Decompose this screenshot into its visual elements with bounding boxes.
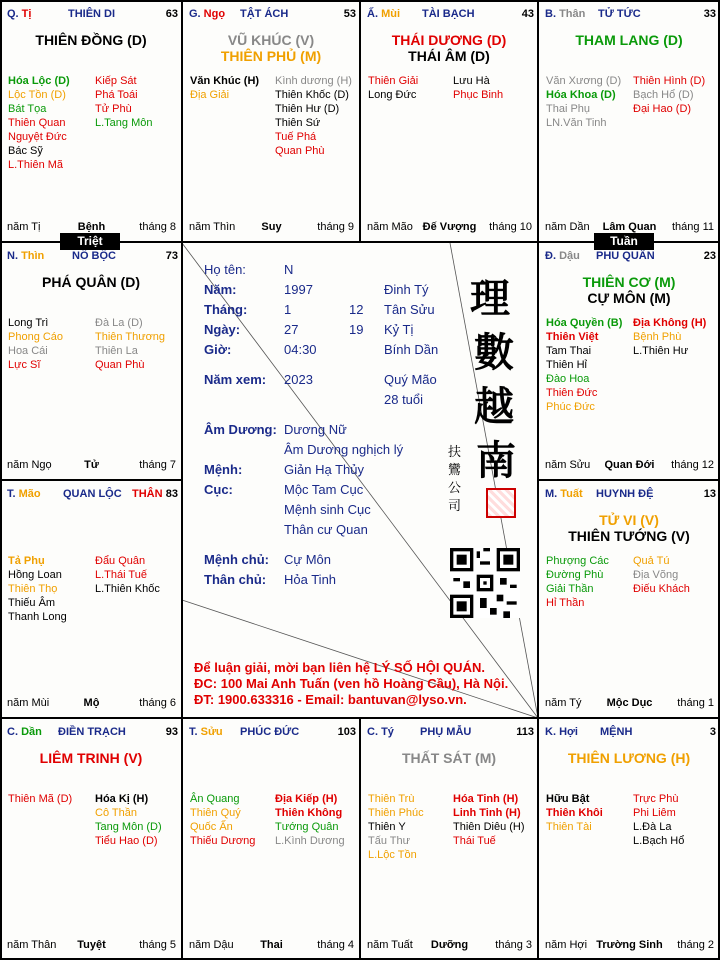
year-label: năm Mão <box>367 221 413 233</box>
tuan-tag: Tuần <box>594 233 654 250</box>
life-phase: Quan Đới <box>604 459 655 471</box>
palace-footer <box>367 221 532 235</box>
view-year-can: Quý Mão <box>384 372 437 387</box>
cuc-note-2: Thân cư Quan <box>284 522 368 537</box>
branch-stem: B. <box>545 8 560 20</box>
cuc-label: Cục: <box>204 482 233 497</box>
branch-name: Dậu <box>559 250 580 262</box>
life-phase: Lâm Quan <box>602 221 657 233</box>
age-value: 28 tuổi <box>384 392 424 407</box>
am-duong-label: Âm Dương: <box>204 422 277 437</box>
minor-star: Nguyệt Đức <box>8 131 67 143</box>
menh-chu-value: Cự Môn <box>284 552 331 567</box>
than-marker: THÂN <box>132 488 163 500</box>
month-label: tháng 7 <box>139 459 176 471</box>
branch-stem: C. <box>7 726 22 738</box>
minor-star: Đào Hoa <box>546 373 590 385</box>
minor-star: Thiên Thọ <box>8 583 58 595</box>
month-lunar: 12 <box>349 302 364 317</box>
palace-name: TỬ TỨC <box>598 8 641 20</box>
minor-star: Kình dương (H) <box>275 75 352 87</box>
minor-star: Thiên Phúc <box>368 807 424 819</box>
major-star: THAM LANG (D) <box>575 32 683 48</box>
footer-address: ĐC: 100 Mai Anh Tuấn (ven hồ Hoàng Cầu), Hà Nội. <box>194 676 509 691</box>
minor-star: Phong Cáo <box>8 331 64 343</box>
minor-star: L.Tang Môn <box>95 117 153 129</box>
minor-star: L.Thiên Khốc <box>95 583 160 595</box>
calligraphy-char: 越 <box>474 383 514 430</box>
menh-value: Giản Hạ Thủy <box>284 462 364 477</box>
minor-star: Bác Sỹ <box>8 145 43 157</box>
minor-star: Tuế Phá <box>275 131 317 143</box>
major-star: THIÊN LƯƠNG (H) <box>567 750 691 766</box>
minor-star: Thiên Diêu (H) <box>453 821 525 833</box>
year-label: năm Thìn <box>189 221 236 233</box>
month-label: Tháng: <box>204 302 248 317</box>
palace-name: QUAN LỘC <box>63 488 122 500</box>
minor-star: Thiên Trù <box>368 793 415 805</box>
minor-star: Thiên Hỉ <box>546 359 587 371</box>
branch-stem: K. <box>545 726 560 738</box>
palace-name: PHÚC ĐỨC <box>240 726 300 738</box>
branch-name: Mùi <box>381 8 401 20</box>
minor-star: Thiên Mã (D) <box>8 793 73 805</box>
palace-branch <box>7 8 31 20</box>
hour-label: Giờ: <box>204 342 232 357</box>
minor-star: Quả Tú <box>633 555 670 567</box>
palace-cell[interactable] <box>538 0 720 242</box>
minor-star: Bệnh Phù <box>633 331 682 343</box>
palace-number: 103 <box>337 726 356 738</box>
minor-star: Thiên Tài <box>546 821 592 833</box>
palace-footer <box>545 939 714 953</box>
footer-contact: Để luận giải, mời bạn liên hệ LÝ SỐ HỘI QUÁN. <box>194 660 485 675</box>
minor-star: Thiên Không <box>275 807 343 819</box>
month-label: tháng 5 <box>139 939 176 951</box>
minor-stars-right <box>95 74 152 130</box>
palace-name: ĐIỀN TRẠCH <box>58 726 126 738</box>
than-chu-label: Thân chủ: <box>204 572 267 587</box>
palace-branch <box>367 726 394 738</box>
palace-cell[interactable] <box>182 0 360 242</box>
palace-cell[interactable] <box>360 718 538 960</box>
menh-label: Mệnh: <box>204 462 243 477</box>
minor-stars-right <box>275 792 345 848</box>
minor-star: Thái Tuế <box>453 835 496 847</box>
minor-star: Tam Thai <box>546 345 592 357</box>
minor-star: Lưu Hà <box>453 75 490 87</box>
year-can: Đinh Tý <box>384 282 429 297</box>
minor-stars-left <box>546 74 621 130</box>
minor-star: L.Thiên Mã <box>8 159 64 171</box>
palace-number: 83 <box>165 488 178 500</box>
minor-star: L.Đà La <box>633 821 672 833</box>
view-year-value: 2023 <box>284 372 313 387</box>
minor-star: Lực Sĩ <box>8 359 41 371</box>
minor-star: Giải Thần <box>546 583 594 595</box>
life-phase: Mộc Dục <box>606 697 653 709</box>
minor-stars-left <box>8 74 70 172</box>
year-label: năm Sửu <box>545 459 591 471</box>
calligraphy-char: 南 <box>476 437 516 484</box>
minor-star: Hỉ Thần <box>546 597 585 609</box>
footer-phone-email[interactable]: ĐT: 1900.633316 - Email: bantuvan@lyso.vn. <box>194 692 467 707</box>
major-star: CỰ MÔN (M) <box>587 290 671 306</box>
minor-stars-right <box>633 792 684 848</box>
palace-footer <box>7 697 176 711</box>
palace-branch <box>7 250 44 262</box>
palace-cell[interactable] <box>0 0 182 242</box>
palace-cell[interactable] <box>360 0 538 242</box>
minor-star: Tử Phù <box>95 103 132 115</box>
branch-name: Tý <box>381 726 394 738</box>
palace-branch <box>545 488 583 500</box>
minor-star: Hóa Tinh (H) <box>453 793 519 805</box>
branch-stem: Q. <box>7 8 22 20</box>
branch-name: Thìn <box>21 250 45 262</box>
palace-footer <box>7 939 176 953</box>
minor-star: Kiếp Sát <box>95 75 137 87</box>
palace-name: NÔ BỘC <box>72 250 116 262</box>
palace-footer <box>545 697 714 711</box>
minor-star: Tả Phụ <box>8 555 45 567</box>
major-star: THÁI ÂM (D) <box>408 48 490 64</box>
minor-star: Long Đức <box>368 89 417 101</box>
day-label: Ngày: <box>204 322 241 337</box>
palace-name: TÀI BẠCH <box>422 8 475 20</box>
minor-star: Phượng Các <box>546 555 609 567</box>
minor-stars-right <box>95 316 165 372</box>
palace-name: PHỤ MẪU <box>420 726 472 738</box>
minor-star: Hóa Quyền (B) <box>546 317 623 329</box>
palace-branch <box>7 488 41 500</box>
month-label: tháng 9 <box>317 221 354 233</box>
minor-stars-left <box>8 554 67 624</box>
minor-star: Thiếu Âm <box>8 597 56 609</box>
triet-tag: Triệt <box>60 233 120 250</box>
day-can: Kỷ Tị <box>384 322 414 337</box>
branch-stem: Đ. <box>545 250 560 262</box>
minor-star: Quan Phù <box>95 359 145 371</box>
month-label: tháng 2 <box>677 939 714 951</box>
minor-star: Cô Thần <box>95 807 137 819</box>
minor-star: Thanh Long <box>8 611 67 623</box>
month-value: 1 <box>284 302 292 317</box>
minor-star: L.Thiên Hư <box>633 345 689 357</box>
palace-name: THIÊN DI <box>68 8 116 20</box>
minor-stars-left <box>8 792 72 806</box>
palace-number: 23 <box>703 250 716 262</box>
minor-star: Thiên La <box>95 345 138 357</box>
minor-star: Thai Phụ <box>546 103 591 115</box>
minor-star: Phục Binh <box>453 89 504 101</box>
major-star: THIÊN TƯỚNG (V) <box>568 528 690 544</box>
palace-number: 113 <box>516 726 534 738</box>
minor-star: Thiên Đức <box>546 387 598 399</box>
minor-star: Hóa Khoa (D) <box>546 89 616 101</box>
palace-footer <box>7 459 176 473</box>
minor-star: Hữu Bật <box>546 793 590 805</box>
minor-star: Thiên Sứ <box>275 117 321 129</box>
minor-stars-left <box>368 74 418 102</box>
day-lunar: 19 <box>349 322 364 337</box>
palace-number: 73 <box>165 250 178 262</box>
am-duong-note: Âm Dương nghịch lý <box>284 442 404 457</box>
minor-stars-right <box>453 74 503 102</box>
seal-text <box>448 444 466 516</box>
life-phase: Dưỡng <box>430 939 469 951</box>
palace-footer <box>189 939 354 953</box>
minor-star: Thiên Giải <box>368 75 419 87</box>
minor-star: Hóa Kị (H) <box>95 793 149 805</box>
branch-name: Dần <box>21 726 42 738</box>
life-phase: Bệnh <box>77 221 106 233</box>
seal-char: 鸞 <box>448 463 462 478</box>
minor-star: Đẩu Quân <box>95 555 146 567</box>
month-label: tháng 3 <box>495 939 532 951</box>
palace-cell[interactable] <box>0 718 182 960</box>
minor-star: Bát Tọa <box>8 103 47 115</box>
minor-stars-right <box>633 316 706 358</box>
month-label: tháng 4 <box>317 939 354 951</box>
major-star: VŨ KHÚC (V) <box>227 32 315 48</box>
minor-star: Hóa Lộc (D) <box>8 75 70 87</box>
life-phase: Thai <box>260 939 283 951</box>
palace-name: HUYNH ĐỆ <box>596 488 654 500</box>
palace-footer <box>367 939 532 953</box>
major-star: THÁI DƯƠNG (D) <box>391 32 507 48</box>
minor-star: Trực Phù <box>633 793 679 805</box>
minor-stars-left <box>190 792 255 848</box>
minor-star: L.Bạch Hổ <box>633 835 685 847</box>
menh-chu-label: Mệnh chủ: <box>204 552 269 567</box>
branch-stem: N. <box>7 250 22 262</box>
palace-cell[interactable] <box>182 718 360 960</box>
branch-name: Mão <box>18 488 41 500</box>
minor-star: Điếu Khách <box>633 583 690 595</box>
palace-branch <box>189 8 225 20</box>
branch-name: Ngọ <box>203 8 226 20</box>
palace-branch <box>545 250 580 262</box>
palace-number: 33 <box>703 8 716 20</box>
palace-number: 53 <box>343 8 356 20</box>
minor-star: Thiên Y <box>368 821 406 833</box>
palace-cell[interactable] <box>538 480 720 718</box>
life-phase: Tuyệt <box>77 939 106 951</box>
minor-star: Đà La (D) <box>95 317 143 329</box>
year-label: năm Tị <box>7 221 41 233</box>
name-value: N <box>284 262 294 277</box>
palace-name: PHU QUÂN <box>596 250 655 262</box>
seal-char: 公 <box>448 481 462 496</box>
palace-number: 13 <box>703 488 716 500</box>
minor-stars-left <box>546 316 622 414</box>
branch-name: Thân <box>559 8 586 20</box>
calligraphy-char: 數 <box>474 329 514 376</box>
year-label: năm Hợi <box>545 939 588 951</box>
minor-star: LN.Văn Tinh <box>546 117 607 129</box>
palace-number: 3 <box>709 726 716 738</box>
than-chu-value: Hỏa Tinh <box>284 572 337 587</box>
minor-stars-left <box>546 554 609 610</box>
minor-star: Thiên Hình (D) <box>633 75 706 87</box>
minor-star: Địa Kiếp (H) <box>275 793 338 805</box>
minor-star: Thiếu Dương <box>190 835 256 847</box>
minor-star: Văn Khúc (H) <box>190 75 260 87</box>
minor-star: Tấu Thư <box>368 835 411 847</box>
life-phase: Trường Sinh <box>596 939 663 951</box>
year-label: năm Thân <box>7 939 57 951</box>
cuc-value: Mộc Tam Cục <box>284 482 364 497</box>
minor-star: Hoa Cái <box>8 345 48 357</box>
minor-star: Địa Võng <box>633 569 679 581</box>
palace-branch <box>367 8 400 20</box>
minor-stars-left <box>8 316 63 372</box>
palace-cell[interactable] <box>538 242 720 480</box>
month-label: tháng 12 <box>671 459 714 471</box>
hour-can: Bính Dần <box>384 342 439 357</box>
palace-name: MỆNH <box>600 726 633 738</box>
palace-number: 93 <box>165 726 178 738</box>
minor-star: Phi Liêm <box>633 807 676 819</box>
calligraphy-logo <box>470 272 520 488</box>
year-label: năm Mùi <box>7 697 50 709</box>
minor-star: Địa Giải <box>190 89 230 101</box>
palace-branch <box>7 726 42 738</box>
minor-star: Văn Xương (D) <box>546 75 622 87</box>
hour-value: 04:30 <box>284 342 317 357</box>
palace-branch <box>545 726 578 738</box>
view-year-label: Năm xem: <box>204 372 267 387</box>
month-label: tháng 6 <box>139 697 176 709</box>
palace-branch <box>545 8 585 20</box>
major-star: LIÊM TRINH (V) <box>39 750 143 766</box>
minor-star: Thiên Hư (D) <box>275 103 340 115</box>
palace-footer <box>189 221 354 235</box>
palace-number: 43 <box>521 8 534 20</box>
minor-star: Bạch Hổ (D) <box>633 89 694 101</box>
calligraphy-char: 理 <box>470 275 510 322</box>
minor-stars-left <box>190 74 259 102</box>
minor-star: Ân Quang <box>190 793 240 805</box>
month-label: tháng 10 <box>489 221 532 233</box>
palace-cell[interactable] <box>0 480 182 718</box>
minor-star: Tang Môn (D) <box>95 821 162 833</box>
minor-star: Thiên Quan <box>8 117 66 129</box>
red-seal <box>486 488 516 518</box>
minor-star: Hồng Loan <box>8 569 62 581</box>
minor-star: L.Lộc Tồn <box>368 849 417 861</box>
branch-name: Hợi <box>559 726 578 738</box>
branch-name: Tị <box>21 8 32 20</box>
major-star: THIÊN ĐỒNG (D) <box>35 32 147 48</box>
minor-star: Thiên Quý <box>190 807 241 819</box>
minor-stars-right <box>275 74 352 158</box>
minor-star: Địa Không (H) <box>633 317 707 329</box>
palace-cell[interactable] <box>0 242 182 480</box>
month-label: tháng 8 <box>139 221 176 233</box>
palace-branch <box>189 726 223 738</box>
seal-char: 扶 <box>448 445 462 460</box>
palace-footer <box>545 459 714 473</box>
minor-stars-left <box>368 792 424 862</box>
day-value: 27 <box>284 322 299 337</box>
minor-star: Linh Tinh (H) <box>453 807 521 819</box>
branch-name: Tuất <box>560 488 583 500</box>
minor-star: Phá Toái <box>95 89 138 101</box>
major-star: THIÊN CƠ (M) <box>582 274 676 290</box>
branch-name: Sửu <box>200 726 223 738</box>
minor-stars-right <box>633 554 690 596</box>
minor-star: Long Trì <box>8 317 49 329</box>
name-label: Họ tên: <box>204 262 246 277</box>
palace-name: TẬT ÁCH <box>240 8 289 20</box>
am-duong-value: Dương Nữ <box>284 422 347 437</box>
minor-star: Quốc Ấn <box>190 821 233 833</box>
minor-star: Lộc Tồn (D) <box>8 89 66 101</box>
month-can: Tân Sửu <box>384 302 435 317</box>
palace-number: 63 <box>165 8 178 20</box>
life-phase: Tử <box>84 459 99 471</box>
year-label: năm Dậu <box>189 939 234 951</box>
branch-stem: T. <box>7 488 19 500</box>
year-label: năm Tuất <box>367 939 413 951</box>
year-value: 1997 <box>284 282 313 297</box>
year-label: năm Dần <box>545 221 590 233</box>
life-phase: Suy <box>261 221 282 233</box>
branch-stem: C. <box>367 726 382 738</box>
minor-star: Thiên Thương <box>95 331 166 343</box>
major-star: TỬ VI (V) <box>599 512 659 528</box>
minor-star: L.Kình Dương <box>275 835 345 847</box>
minor-stars-right <box>453 792 525 848</box>
minor-star: Đại Hao (D) <box>633 103 692 115</box>
branch-stem: G. <box>189 8 204 20</box>
minor-stars-left <box>546 792 603 834</box>
major-star: THIÊN PHỦ (M) <box>220 48 322 64</box>
year-label: năm Tý <box>545 697 582 709</box>
life-phase: Mộ <box>83 697 100 709</box>
qr-code[interactable] <box>450 548 520 618</box>
cuc-note-1: Mệnh sinh Cục <box>284 502 371 517</box>
minor-star: Thiên Khốc (D) <box>275 89 349 101</box>
minor-stars-right <box>95 792 162 848</box>
minor-star: Quan Phù <box>275 145 325 157</box>
branch-stem: Ấ. <box>367 8 382 20</box>
minor-stars-right <box>95 554 160 596</box>
branch-stem: M. <box>545 488 561 500</box>
minor-star: Tướng Quân <box>275 821 339 833</box>
major-star: THẤT SÁT (M) <box>401 750 497 766</box>
minor-stars-right <box>633 74 705 116</box>
minor-star: Tiểu Hao (D) <box>95 835 158 847</box>
life-phase: Đế Vượng <box>422 221 477 233</box>
year-label: năm Ngọ <box>7 459 52 471</box>
month-label: tháng 11 <box>671 221 714 233</box>
seal-char: 司 <box>448 499 462 514</box>
year-label: Năm: <box>204 282 237 297</box>
branch-stem: T. <box>189 726 201 738</box>
major-star: PHÁ QUÂN (D) <box>42 274 140 290</box>
minor-star: Thiên Khôi <box>546 807 603 819</box>
minor-star: L.Thái Tuế <box>95 569 147 581</box>
month-label: tháng 1 <box>677 697 714 709</box>
minor-star: Thiên Việt <box>546 331 599 343</box>
palace-cell[interactable] <box>538 718 720 960</box>
minor-star: Phúc Đức <box>546 401 595 413</box>
minor-star: Đường Phù <box>546 569 604 581</box>
